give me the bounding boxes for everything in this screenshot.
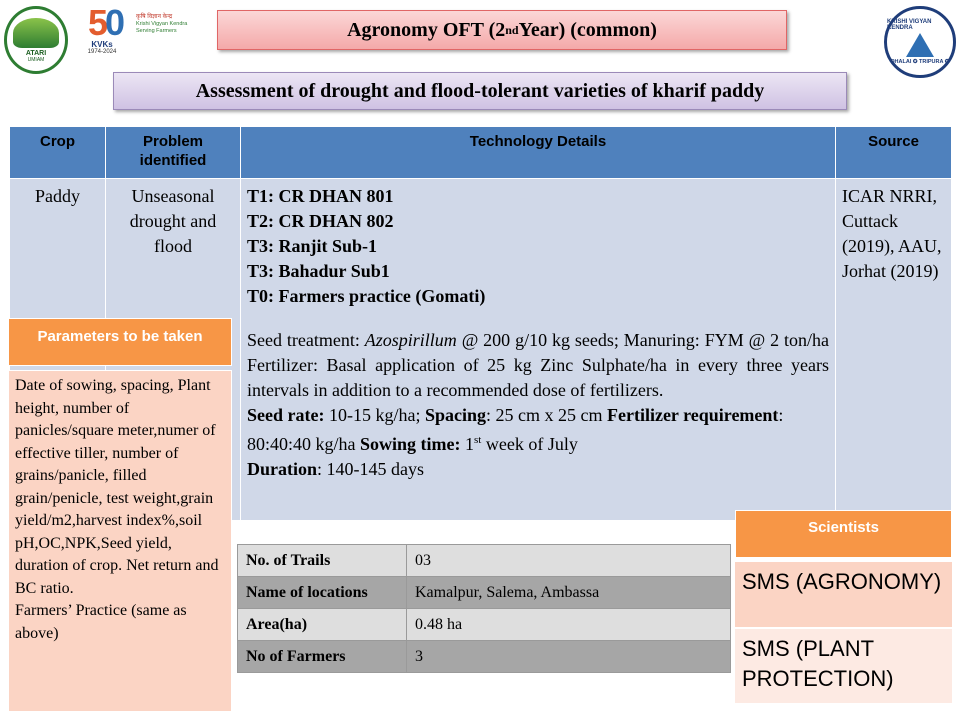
trial-value: Kamalpur, Salema, Ambassa	[407, 577, 731, 609]
trial-value: 3	[407, 641, 731, 673]
scientist-sms-agronomy: SMS (AGRONOMY)	[735, 562, 952, 627]
crop-details-text: Seed rate: 10-15 kg/ha; Spacing: 25 cm x 25 cm Fertilizer requirement: 80:40:40 kg/ha Sowing time: 1st week of July Duration: 140-145 days	[247, 405, 784, 479]
atari-logo	[4, 6, 68, 74]
kvk-dhalai-emblem-icon	[906, 33, 934, 57]
parameters-heading: Parameters to be taken	[8, 318, 232, 366]
page-title: Agronomy OFT (2 nd Year) (common)	[217, 10, 787, 50]
treatment-t3-bahadur: T3: Bahadur Sub1	[247, 261, 390, 281]
cell-source: ICAR NRRI, Cuttack (2019), AAU, Jorhat (2019)	[836, 179, 952, 521]
atari-emblem-icon	[13, 18, 59, 48]
header-crop: Crop	[10, 127, 106, 179]
scientist-sms-plant-protection: SMS (PLANT PROTECTION)	[735, 629, 952, 703]
treatment-t1: T1: CR DHAN 801	[247, 186, 394, 206]
kvk-50-years-logo	[80, 2, 192, 66]
parameters-text: Date of sowing, spacing, Plant height, number of panicles/square meter,numer of effective tiller, number of grains/panicle, filled grain/penicle, test weight,grain yield/m2,harvest index%,soil pH,OC,NPK,Seed yield, duration of crop. Net return and BC ratio.	[15, 377, 219, 597]
table-row	[238, 609, 731, 641]
kvk-dhalai-top-text: KRISHI VIGYAN KENDRA	[887, 19, 932, 31]
table-row	[238, 577, 731, 609]
seed-treatment-text: Seed treatment: Azospirillum @ 200 g/10 kg seeds; Manuring: FYM @ 2 ton/ha Fertilizer: Basal application of 25 kg Zinc Sulphate/ha in every three years intervals in addition to a recommended dose of fertilizers.	[247, 330, 829, 400]
atari-logo-text: ATARI	[25, 49, 47, 57]
atari-logo-subtext: UMIAM	[27, 56, 45, 63]
parameters-body	[8, 370, 232, 712]
table-row	[238, 545, 731, 577]
trial-value: 0.48 ha	[407, 609, 731, 641]
cell-technology	[241, 179, 836, 521]
kvk-years: 1974-2024	[87, 49, 117, 55]
kvk-label: KVKs	[91, 40, 113, 49]
trial-value: 03	[407, 545, 731, 577]
header-technology: Technology Details	[241, 127, 836, 179]
scientists-heading: Scientists	[735, 510, 952, 558]
trial-label: No. of Trails	[238, 545, 407, 577]
cell-crop: Paddy	[10, 179, 106, 521]
kvk-tagline-1: Krishi Vigyan Kendra	[136, 21, 188, 27]
header-problem: Problem identified	[106, 127, 241, 179]
treatment-t0: T0: Farmers practice (Gomati)	[247, 286, 486, 306]
trial-label: No of Farmers	[238, 641, 407, 673]
page-subtitle: Assessment of drought and flood-tolerant varieties of kharif paddy	[113, 72, 847, 110]
header-source: Source	[836, 127, 952, 179]
trial-label: Area(ha)	[238, 609, 407, 641]
kvk-hindi-text: कृषि विज्ञान केन्द्र	[136, 14, 173, 20]
treatment-t2: T2: CR DHAN 802	[247, 211, 394, 231]
kvk-dhalai-bottom-text: DHALAI ✪ TRIPURA ✪	[890, 59, 950, 65]
trial-label: Name of locations	[238, 577, 407, 609]
table-row	[238, 641, 731, 673]
kvk-50-number: 50	[88, 2, 123, 43]
trial-info-table	[237, 544, 731, 673]
farmers-practice-note: Farmers’ Practice (same as above)	[15, 602, 187, 642]
kvk-tagline-2: Serving Farmers	[136, 28, 177, 34]
kvk-dhalai-logo	[884, 6, 956, 78]
cell-problem: Unseasonal drought and flood	[106, 179, 241, 521]
treatment-t3-ranjit: T3: Ranjit Sub-1	[247, 236, 378, 256]
